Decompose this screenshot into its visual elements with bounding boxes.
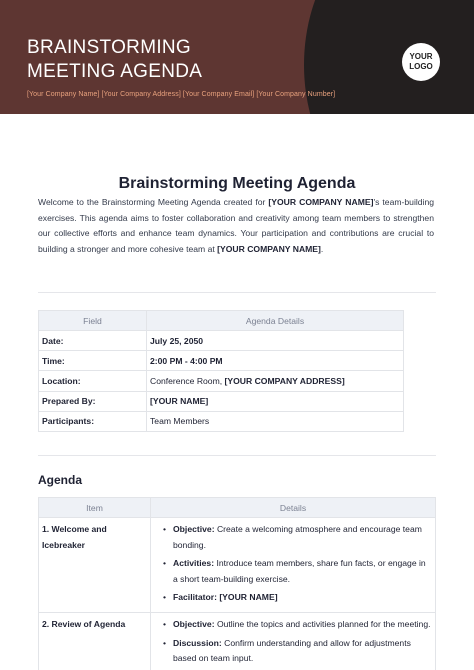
field-location-value [147,371,404,391]
intro-text-1: Welcome to the Brainstorming Meeting Agenda created for [38,197,269,207]
table-header-row [39,311,404,331]
column-header-agenda-details: Agenda Details [147,311,404,331]
table-row [39,391,404,411]
intro-company-name-2: [YOUR COMPANY NAME] [217,243,321,254]
agenda-heading: Agenda [38,473,83,487]
header-title-line1: BRAINSTORMING [27,37,192,58]
field-date-value: July 25, 2050 [147,331,404,351]
table-row [39,411,404,431]
table-row [39,518,436,613]
bullet-label: Facilitator: [YOUR NAME] [173,591,278,602]
field-location-label: Location: [39,371,147,391]
intro-paragraph [38,195,434,257]
bullet-text: Create a welcoming atmosphere and encourage team bonding. [173,524,422,550]
bullet-text: Confirm understanding and allow for adjustments based on team input. [173,637,411,664]
list-item [163,590,432,606]
company-info: [Your Company Name] [Your Company Address] [Your Company Email] [Your Company Number] [27,91,336,98]
logo-line1: YOUR [409,52,433,61]
divider [38,455,436,456]
bullet-label: Activities: [173,557,215,568]
column-header-details: Details [151,498,436,518]
bullet-text: Introduce team members, share fun facts, or engage in a short team-building exercise. [173,557,426,584]
location-address: [YOUR COMPANY ADDRESS] [224,375,345,386]
table-row [39,351,404,371]
field-participants-label: Participants: [39,411,147,431]
meeting-details-table [38,310,404,432]
field-prepared-by-label: Prepared By: [39,391,147,411]
intro-text-3: . [320,243,324,254]
header-title-line2: MEETING AGENDA [27,61,203,82]
agenda-item-details [151,518,436,613]
table-row [39,331,404,351]
header-title [27,36,287,84]
table-header-row [39,498,436,518]
intro-text-2: 's team-building exercises. This agenda aims to foster collaboration and creativity among team members to strengthen our collective efforts and enhance team dynamics. Your participation and contributions are crucial to building a stronger and more cohesive team at [38,197,435,254]
bullet-text: Outline the topics and activities planned for the meeting. [214,619,431,630]
field-participants-value: Team Members [147,411,404,431]
bullet-label: Objective: [173,619,215,630]
intro-company-name-1: [YOUR COMPANY NAME] [268,197,374,207]
agenda-item-title: 2. Review of Agenda [39,613,151,670]
company-logo [402,43,440,81]
list-item [163,556,432,587]
list-item [163,636,432,667]
list-item [163,617,432,633]
location-prefix: Conference Room, [150,375,225,386]
field-date-label: Date: [39,331,147,351]
agenda-item-details [151,613,436,670]
table-row [39,613,436,670]
header-banner [0,0,474,114]
agenda-table [38,497,436,670]
bullet-label: Objective: [173,524,215,534]
column-header-field: Field [39,311,147,331]
field-time-label: Time: [39,351,147,371]
agenda-item-title: 1. Welcome and Icebreaker [39,518,151,613]
bullet-label: Discussion: [173,637,222,648]
field-time-value: 2:00 PM - 4:00 PM [147,351,404,371]
divider [38,292,436,293]
table-row [39,371,404,391]
list-item [163,522,432,553]
field-prepared-by-value: [YOUR NAME] [147,391,404,411]
logo-line2: LOGO [409,62,433,71]
column-header-item: Item [39,498,151,518]
document-title: Brainstorming Meeting Agenda [118,175,356,192]
